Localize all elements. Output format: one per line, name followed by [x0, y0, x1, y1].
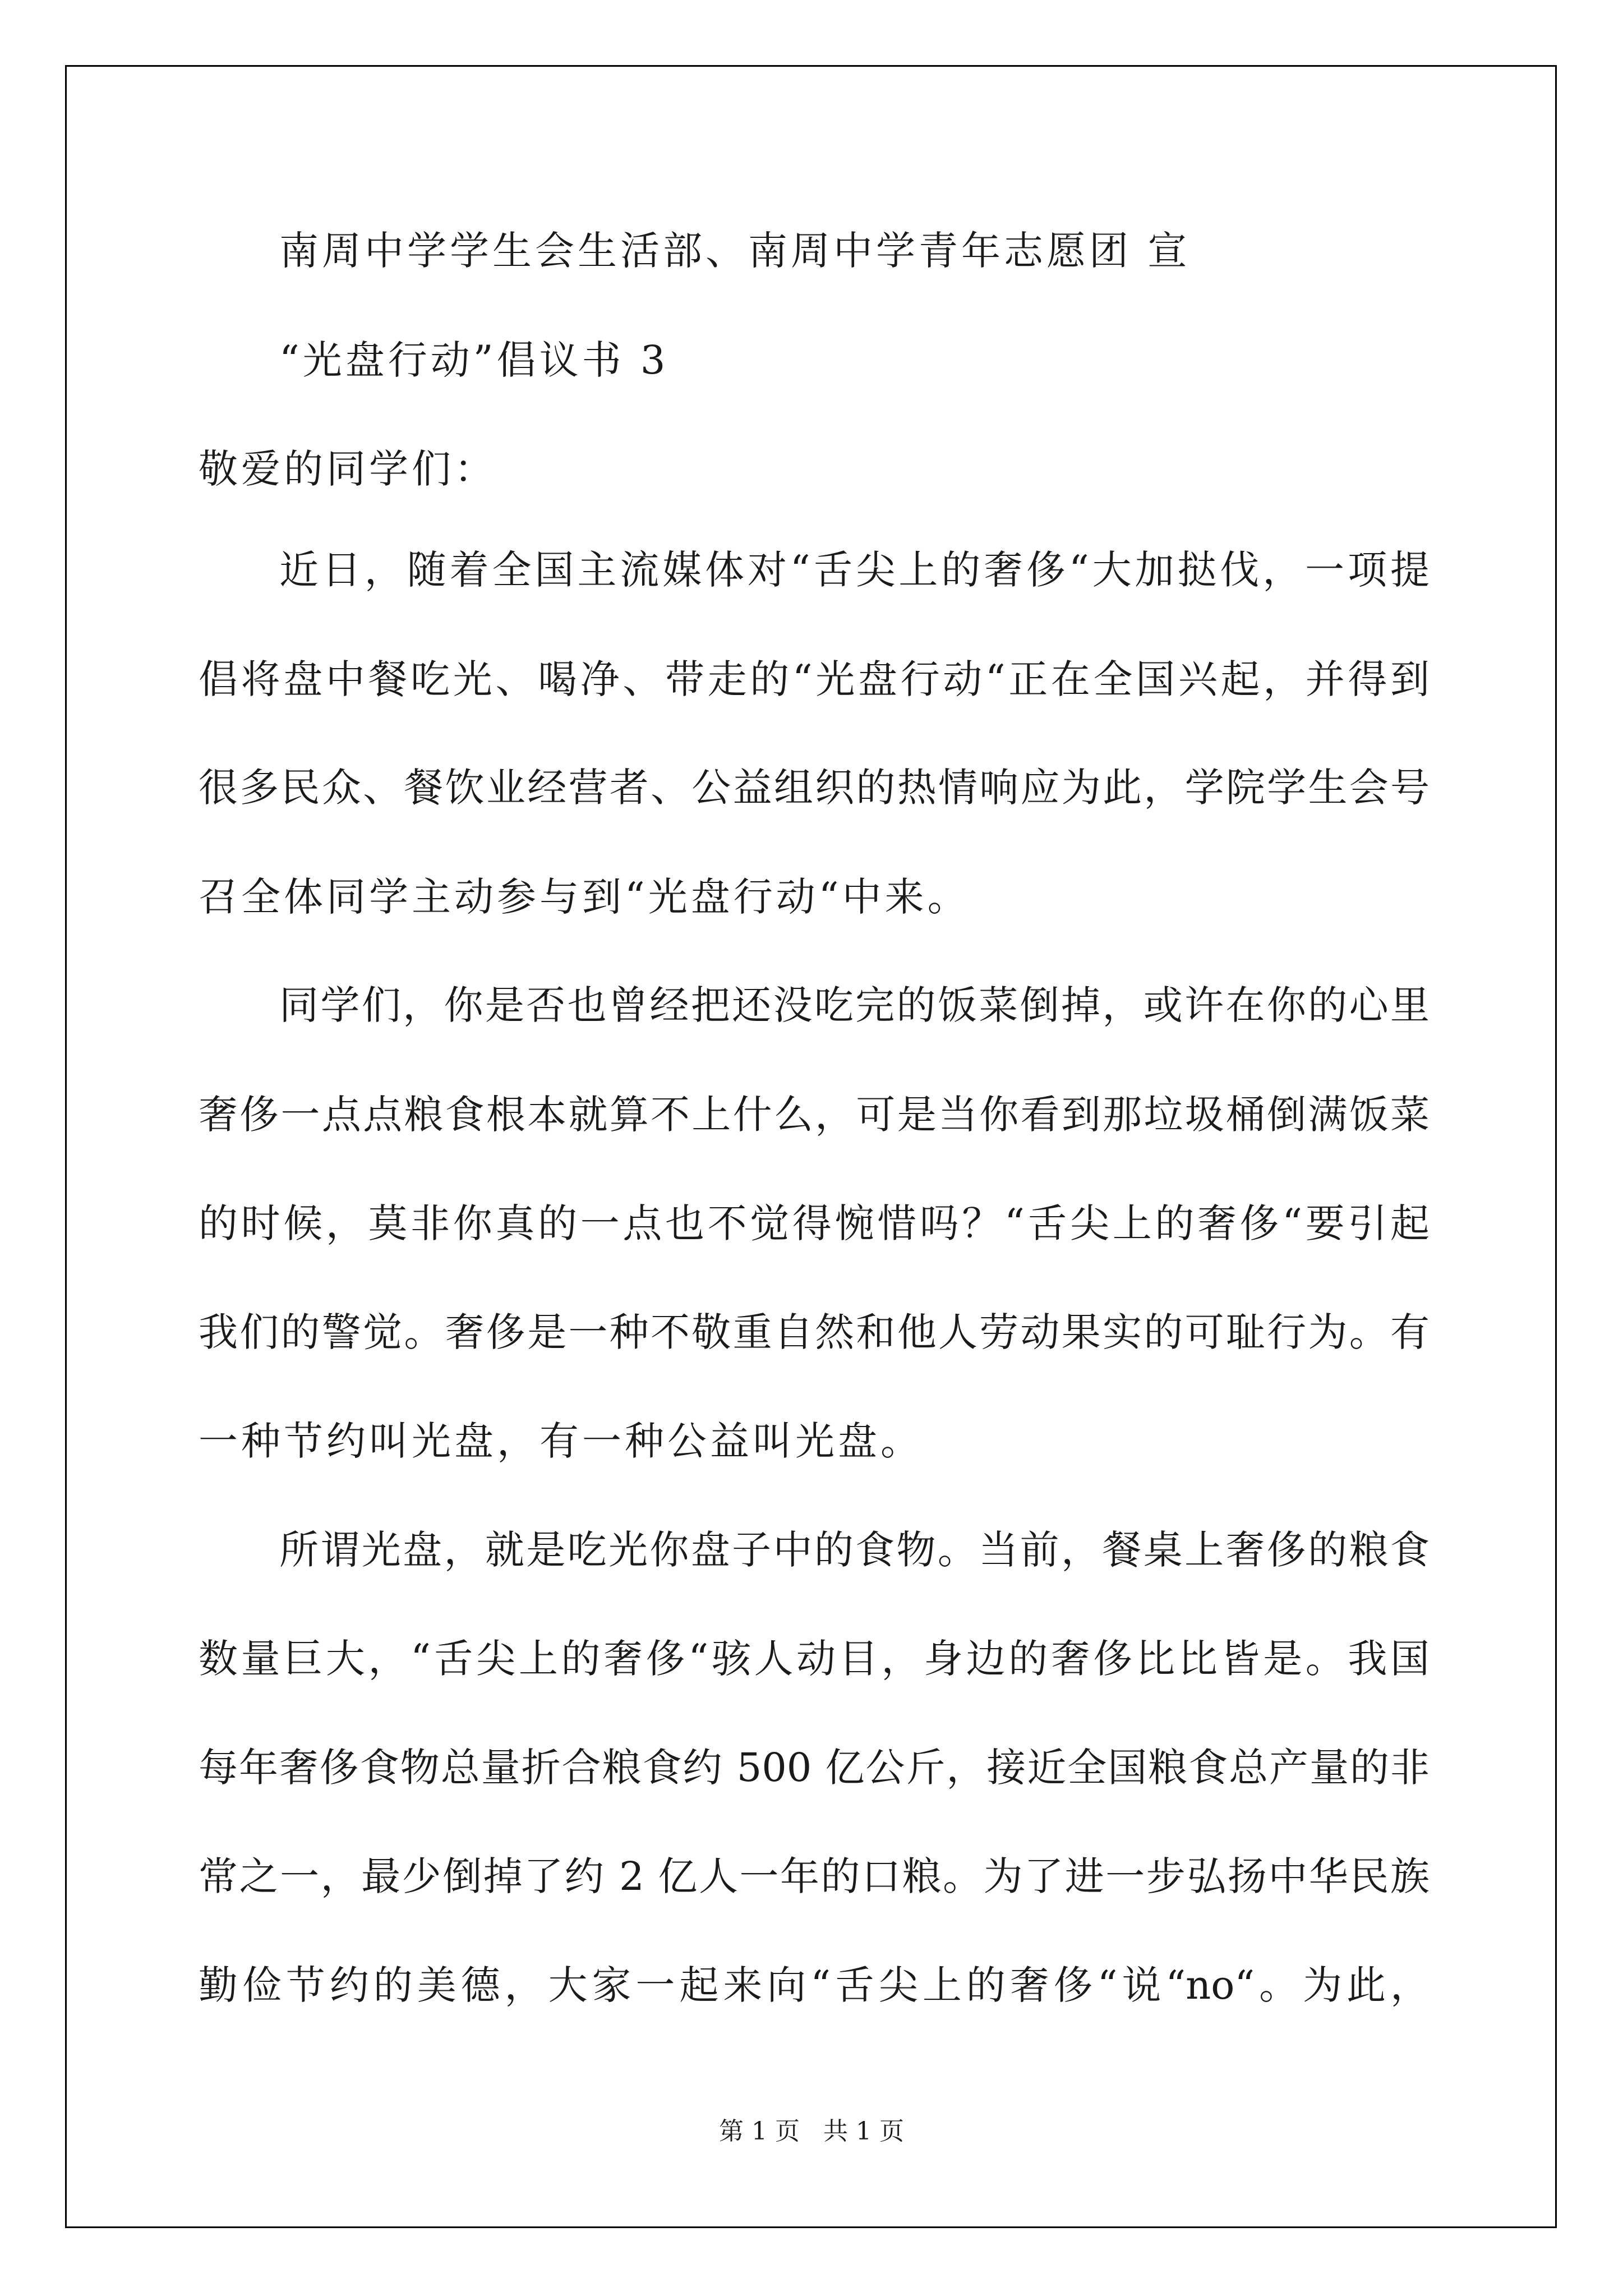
paragraph-2-line-5: 一种节约叫光盘，有一种公益叫光盘。	[199, 1418, 923, 1464]
salutation: 敬爱的同学们：	[199, 446, 497, 492]
paragraph-1-line-3: 很多民众、餐饮业经营者、公益组织的热情响应为此，学院学生会号	[199, 765, 1430, 811]
paragraph-2-line-2: 奢侈一点点粮食根本就算不上什么，可是当你看到那垃圾桶倒满饭菜	[199, 1092, 1430, 1138]
paragraph-3-line-4: 常之一，最少倒掉了约 2 亿人一年的口粮。为了进一步弘扬中华民族	[199, 1853, 1430, 1899]
paragraph-3-line-1: 所谓光盘，就是吃光你盘子中的食物。当前，餐桌上奢侈的粮食	[279, 1527, 1430, 1573]
document-title-line-1: 南周中学学生会生活部、南周中学青年志愿团 宣	[279, 228, 1191, 274]
document-title-line-2: “光盘行动”倡议书 3	[279, 337, 669, 383]
paragraph-2-line-4: 我们的警觉。奢侈是一种不敬重自然和他人劳动果实的可耻行为。有	[199, 1309, 1430, 1355]
paragraph-3-line-5: 勤俭节约的美德，大家一起来向“舌尖上的奢侈“说“no“。为此，	[199, 1962, 1430, 2008]
paragraph-2-line-3: 的时候，莫非你真的一点也不觉得惋惜吗？“舌尖上的奢侈“要引起	[199, 1200, 1430, 1246]
page-border	[65, 65, 1557, 2228]
paragraph-1-line-1: 近日，随着全国主流媒体对“舌尖上的奢侈“大加挞伐，一项提	[279, 547, 1430, 593]
paragraph-1-line-2: 倡将盘中餐吃光、喝净、带走的“光盘行动“正在全国兴起，并得到	[199, 656, 1430, 702]
paragraph-3-line-3: 每年奢侈食物总量折合粮食约 500 亿公斤，接近全国粮食总产量的非	[199, 1745, 1430, 1791]
paragraph-3-line-2: 数量巨大，“舌尖上的奢侈“骇人动目，身边的奢侈比比皆是。我国	[199, 1636, 1430, 1682]
paragraph-2-line-1: 同学们，你是否也曾经把还没吃完的饭菜倒掉，或许在你的心里	[279, 982, 1430, 1028]
paragraph-1-line-4: 召全体同学主动参与到“光盘行动“中来。	[199, 874, 970, 920]
page-footer: 第 1 页 共 1 页	[719, 2117, 904, 2146]
